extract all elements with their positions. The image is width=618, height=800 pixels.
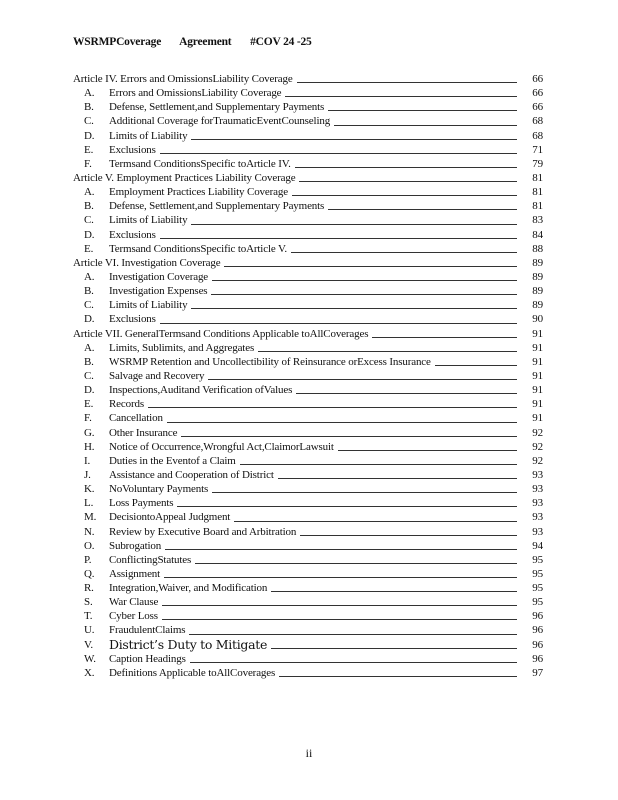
toc-section-entry[interactable] (73, 397, 543, 411)
document-header (73, 36, 328, 48)
toc-entry-title: Subrogation (109, 539, 165, 553)
toc-entry-page: 91 (517, 397, 543, 411)
toc-entry-page: 66 (517, 72, 543, 86)
toc-section-entry[interactable] (73, 284, 543, 298)
toc-entry-page: 92 (517, 454, 543, 468)
header-title: WSRMPCoverage (73, 36, 162, 48)
toc-entry-page: 95 (517, 581, 543, 595)
toc-entry-page: 89 (517, 284, 543, 298)
toc-entry-label: T. (84, 609, 112, 623)
toc-section-entry[interactable] (73, 129, 543, 143)
toc-entry-label: G. (84, 426, 112, 440)
toc-section-entry[interactable] (73, 298, 543, 312)
toc-entry-title: Article V. Employment Practices Liability Coverage (73, 171, 299, 185)
toc-entry-title: Notice of Occurrence,Wrongful Act,ClaimorLawsuit (109, 440, 338, 454)
toc-entry-label: E. (84, 397, 112, 411)
page-number: ii (305, 746, 313, 760)
toc-section-entry[interactable] (73, 411, 543, 425)
toc-entry-label: M. (84, 510, 112, 524)
toc-section-entry[interactable] (73, 100, 543, 114)
toc-entry-page: 91 (517, 369, 543, 383)
toc-entry-label: B. (84, 199, 112, 213)
toc-article-entry[interactable] (73, 171, 543, 185)
toc-entry-label: D. (84, 129, 112, 143)
toc-article-entry[interactable] (73, 72, 543, 86)
toc-entry-page: 91 (517, 411, 543, 425)
toc-entry-label: D. (84, 312, 112, 326)
toc-section-entry[interactable] (73, 213, 543, 227)
toc-section-entry[interactable] (73, 525, 543, 539)
toc-entry-title: Cancellation (109, 411, 167, 425)
toc-entry-page: 91 (517, 383, 543, 397)
toc-entry-title: Article VI. Investigation Coverage (73, 256, 224, 270)
toc-entry-page: 81 (517, 199, 543, 213)
toc-entry-page: 93 (517, 468, 543, 482)
toc-section-entry[interactable] (73, 86, 543, 100)
toc-entry-title: Termsand ConditionsSpecific toArticle V. (109, 242, 291, 256)
toc-entry-title: Assistance and Cooperation of District (109, 468, 278, 482)
toc-section-entry[interactable] (73, 228, 543, 242)
toc-section-entry[interactable] (73, 341, 543, 355)
toc-entry-label: C. (84, 369, 112, 383)
toc-entry-label: B. (84, 355, 112, 369)
toc-entry-title: Defense, Settlement,and Supplementary Payments (109, 199, 328, 213)
toc-section-entry[interactable] (73, 652, 543, 666)
toc-entry-page: 96 (517, 638, 543, 652)
toc-entry-label: P. (84, 553, 112, 567)
toc-section-entry[interactable] (73, 581, 543, 595)
toc-entry-label: K. (84, 482, 112, 496)
toc-entry-label: O. (84, 539, 112, 553)
toc-section-entry[interactable] (73, 623, 543, 637)
toc-entry-title: DecisiontoAppeal Judgment (109, 510, 234, 524)
toc-entry-page: 89 (517, 256, 543, 270)
toc-entry-title: NoVoluntary Payments (109, 482, 212, 496)
toc-entry-page: 96 (517, 652, 543, 666)
toc-entry-title: Investigation Expenses (109, 284, 211, 298)
toc-entry-title: Inspections,Auditand Verification ofValues (109, 383, 296, 397)
toc-entry-title: Integration,Waiver, and Modification (109, 581, 271, 595)
toc-entry-page: 93 (517, 496, 543, 510)
toc-entry-label: S. (84, 595, 112, 609)
toc-entry-page: 96 (517, 609, 543, 623)
toc-entry-page: 91 (517, 327, 543, 341)
toc-entry-title: Cyber Loss (109, 609, 162, 623)
toc-entry-label: F. (84, 157, 112, 171)
toc-entry-title: WSRMP Retention and Uncollectibility of Reinsurance orExcess Insurance (109, 355, 435, 369)
toc-entry-page: 92 (517, 440, 543, 454)
toc-section-entry[interactable] (73, 595, 543, 609)
toc-entry-page: 95 (517, 553, 543, 567)
toc-entry-label: W. (84, 652, 112, 666)
toc-section-entry[interactable] (73, 454, 543, 468)
toc-entry-label: E. (84, 143, 112, 157)
header-subtitle: Agreement (179, 36, 232, 48)
toc-entry-page: 79 (517, 157, 543, 171)
toc-entry-page: 68 (517, 114, 543, 128)
toc-entry-label: C. (84, 114, 112, 128)
toc-entry-title: Records (109, 397, 148, 411)
toc-entry-title: Caption Headings (109, 652, 190, 666)
toc-entry-label: A. (84, 86, 112, 100)
toc-entry-label: A. (84, 270, 112, 284)
toc-section-entry[interactable] (73, 440, 543, 454)
toc-section-entry[interactable] (73, 468, 543, 482)
toc-entry-title: Defense, Settlement,and Supplementary Payments (109, 100, 328, 114)
toc-entry-title: Duties in the Eventof a Claim (109, 454, 240, 468)
toc-entry-label: D. (84, 383, 112, 397)
leader-line (109, 605, 517, 606)
toc-entry-page: 89 (517, 270, 543, 284)
toc-entry-title: Review by Executive Board and Arbitration (109, 525, 300, 539)
toc-section-entry[interactable] (73, 666, 543, 680)
toc-article-entry[interactable] (73, 327, 543, 341)
toc-entry-title: Salvage and Recovery (109, 369, 208, 383)
toc-entry-page: 91 (517, 341, 543, 355)
toc-entry-page: 96 (517, 623, 543, 637)
toc-entry-label: I. (84, 454, 112, 468)
toc-entry-label: X. (84, 666, 112, 680)
toc-entry-page: 93 (517, 510, 543, 524)
toc-entry-page: 91 (517, 355, 543, 369)
toc-entry-label: H. (84, 440, 112, 454)
toc-entry-page: 89 (517, 298, 543, 312)
toc-entry-title: Definitions Applicable toAllCoverages (109, 666, 279, 680)
toc-section-entry[interactable] (73, 355, 543, 369)
toc-section-entry[interactable] (73, 383, 543, 397)
toc-entry-page: 88 (517, 242, 543, 256)
toc-article-entry[interactable] (73, 256, 543, 270)
toc-section-entry[interactable] (73, 270, 543, 284)
leader-line (109, 422, 517, 423)
toc-entry-title: Other Insurance (109, 426, 181, 440)
toc-entry-title: Exclusions (109, 143, 160, 157)
toc-entry-title: Loss Payments (109, 496, 177, 510)
toc-entry-title: War Clause (109, 595, 162, 609)
toc-entry-label: B. (84, 284, 112, 298)
toc-section-entry[interactable] (73, 638, 543, 652)
leader-line (109, 407, 517, 408)
leader-line (109, 549, 517, 550)
toc-entry-label: V. (84, 638, 112, 652)
toc-section-entry[interactable] (73, 199, 543, 213)
toc-entry-page: 71 (517, 143, 543, 157)
toc-section-entry[interactable] (73, 426, 543, 440)
toc-entry-title: District’s Duty to Mitigate (109, 638, 271, 652)
toc-entry-title: Limits, Sublimits, and Aggregates (109, 341, 258, 355)
leader-line (109, 619, 517, 620)
toc-entry-title: Additional Coverage forTraumaticEventCounseling (109, 114, 334, 128)
toc-section-entry[interactable] (73, 553, 543, 567)
toc-entry-title: ConflictingStatutes (109, 553, 195, 567)
toc-entry-label: N. (84, 525, 112, 539)
toc-entry-title: Limits of Liability (109, 213, 191, 227)
toc-entry-title: Employment Practices Liability Coverage (109, 185, 292, 199)
toc-entry-label: L. (84, 496, 112, 510)
leader-line (109, 153, 517, 154)
toc-section-entry[interactable] (73, 539, 543, 553)
toc-entry-page: 92 (517, 426, 543, 440)
toc-entry-label: D. (84, 228, 112, 242)
toc-entry-title: Exclusions (109, 228, 160, 242)
toc-entry-label: J. (84, 468, 112, 482)
toc-section-entry[interactable] (73, 609, 543, 623)
toc-entry-page: 66 (517, 86, 543, 100)
toc-section-entry[interactable] (73, 496, 543, 510)
toc-section-entry[interactable] (73, 312, 543, 326)
toc-entry-title: Termsand ConditionsSpecific toArticle IV. (109, 157, 295, 171)
toc-entry-label: E. (84, 242, 112, 256)
toc-section-entry[interactable] (73, 242, 543, 256)
leader-line (109, 323, 517, 324)
toc-entry-page: 81 (517, 171, 543, 185)
toc-entry-title: Article VII. GeneralTermsand Conditions Applicable toAllCoverages (73, 327, 372, 341)
toc-entry-title: Errors and OmissionsLiability Coverage (109, 86, 285, 100)
toc-section-entry[interactable] (73, 143, 543, 157)
toc-section-entry[interactable] (73, 369, 543, 383)
toc-entry-label: A. (84, 185, 112, 199)
toc-entry-page: 97 (517, 666, 543, 680)
toc-entry-page: 95 (517, 595, 543, 609)
leader-line (109, 238, 517, 239)
toc-entry-label: R. (84, 581, 112, 595)
toc-entry-title: Assignment (109, 567, 164, 581)
toc-section-entry[interactable] (73, 114, 543, 128)
toc-entry-label: F. (84, 411, 112, 425)
toc-entry-page: 68 (517, 129, 543, 143)
toc-entry-title: Limits of Liability (109, 129, 191, 143)
toc-entry-page: 84 (517, 228, 543, 242)
toc-entry-label: Q. (84, 567, 112, 581)
toc-entry-page: 66 (517, 100, 543, 114)
table-of-contents (73, 72, 543, 680)
toc-entry-page: 81 (517, 185, 543, 199)
toc-entry-page: 95 (517, 567, 543, 581)
toc-entry-label: A. (84, 341, 112, 355)
toc-entry-label: C. (84, 213, 112, 227)
toc-entry-page: 94 (517, 539, 543, 553)
toc-entry-page: 93 (517, 482, 543, 496)
toc-entry-page: 90 (517, 312, 543, 326)
toc-entry-title: Limits of Liability (109, 298, 191, 312)
toc-entry-label: B. (84, 100, 112, 114)
toc-section-entry[interactable] (73, 482, 543, 496)
toc-entry-label: U. (84, 623, 112, 637)
toc-section-entry[interactable] (73, 185, 543, 199)
toc-entry-title: FraudulentClaims (109, 623, 189, 637)
toc-section-entry[interactable] (73, 157, 543, 171)
toc-entry-title: Investigation Coverage (109, 270, 212, 284)
header-agreement-number: #COV 24 -25 (250, 36, 312, 48)
toc-entry-title: Exclusions (109, 312, 160, 326)
toc-entry-page: 93 (517, 525, 543, 539)
toc-section-entry[interactable] (73, 510, 543, 524)
toc-entry-page: 83 (517, 213, 543, 227)
leader-line (109, 577, 517, 578)
toc-entry-label: C. (84, 298, 112, 312)
toc-section-entry[interactable] (73, 567, 543, 581)
toc-entry-title: Article IV. Errors and OmissionsLiability Coverage (73, 72, 297, 86)
